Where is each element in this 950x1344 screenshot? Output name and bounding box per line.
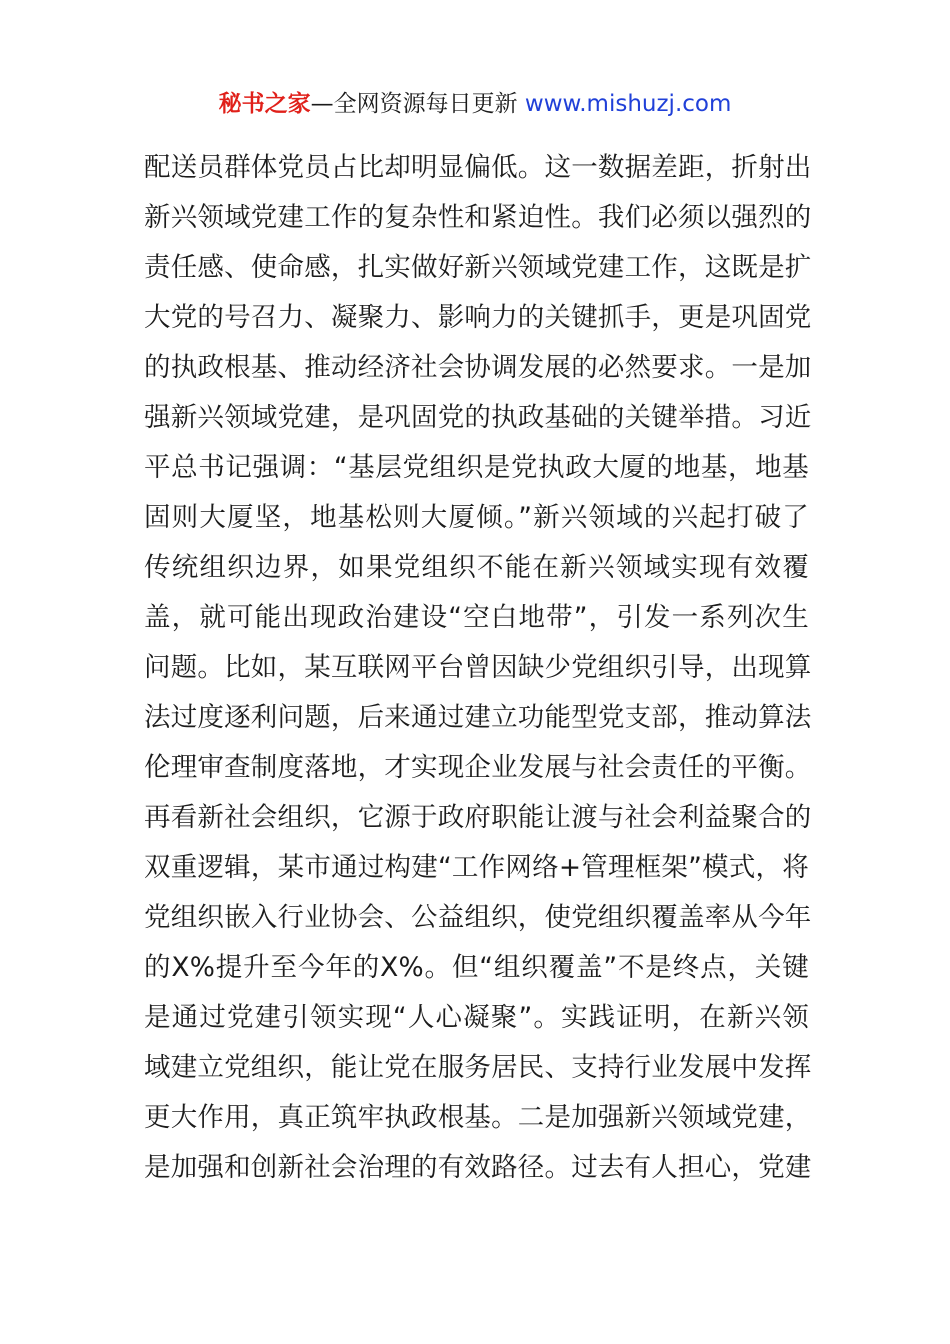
- header-tagline: —全网资源每日更新: [310, 91, 518, 117]
- text-line: 更大作用，真正筑牢执政根基。二是加强新兴领域党建，: [144, 1102, 812, 1133]
- text-line: 传统组织边界，如果党组织不能在新兴领域实现有效覆: [144, 552, 809, 583]
- text-line: 的X%提升至今年的X%。但“组织覆盖”不是终点，关键: [144, 952, 809, 983]
- text-line: 问题。比如，某互联网平台曾因缺少党组织引导，出现算: [144, 652, 812, 683]
- text-line: 党组织嵌入行业协会、公益组织，使党组织覆盖率从今年: [144, 902, 812, 933]
- text-line: 大党的号召力、凝聚力、影响力的关键抓手，更是巩固党: [144, 302, 812, 333]
- page-header: [0, 88, 950, 120]
- document-body: [144, 148, 812, 1198]
- brand-name: 秘书之家: [218, 91, 311, 117]
- text-line: 域建立党组织，能让党在服务居民、支持行业发展中发挥: [144, 1052, 812, 1083]
- text-line: 是加强和创新社会治理的有效路径。过去有人担心，党建: [144, 1152, 812, 1183]
- text-line: 的执政根基、推动经济社会协调发展的必然要求。一是加: [144, 352, 812, 383]
- text-line: 责任感、使命感，扎实做好新兴领域党建工作，这既是扩: [144, 252, 812, 283]
- text-line: 固则大厦坚，地基松则大厦倾。”新兴领域的兴起打破了: [144, 502, 809, 533]
- site-url[interactable]: www.mishuzj.com: [524, 91, 732, 117]
- text-line: 是通过党建引领实现“人心凝聚”。实践证明，在新兴领: [144, 1002, 809, 1033]
- text-line: 强新兴领域党建，是巩固党的执政基础的关键举措。习近: [144, 402, 812, 433]
- text-line: 伦理审查制度落地，才实现企业发展与社会责任的平衡。: [144, 752, 812, 783]
- text-line: 双重逻辑，某市通过构建“工作网络+管理框架”模式，将: [144, 852, 809, 883]
- text-line: 平总书记强调：“基层党组织是党执政大厦的地基，地基: [144, 452, 809, 483]
- text-line: 新兴领域党建工作的复杂性和紧迫性。我们必须以强烈的: [144, 202, 812, 233]
- text-line: 再看新社会组织，它源于政府职能让渡与社会利益聚合的: [144, 802, 812, 833]
- text-line: 法过度逐利问题，后来通过建立功能型党支部，推动算法: [144, 702, 812, 733]
- text-line: 配送员群体党员占比却明显偏低。这一数据差距，折射出: [144, 152, 812, 183]
- text-line: 盖，就可能出现政治建设“空白地带”，引发一系列次生: [144, 602, 809, 633]
